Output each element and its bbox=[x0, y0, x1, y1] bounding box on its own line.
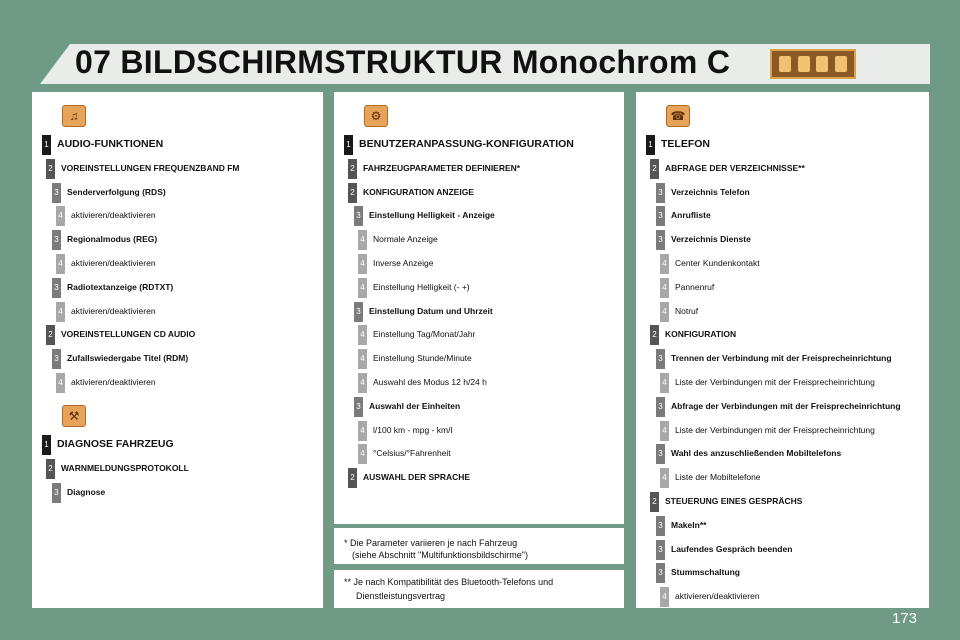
menu-item-label: Liste der Verbindungen mit der Freisprecheinrichtung bbox=[675, 424, 875, 435]
wrench-icon bbox=[798, 56, 810, 72]
level-badge: 4 bbox=[56, 206, 65, 226]
footnote-2-line1: ** Je nach Kompatibilität des Bluetooth-Telefons und bbox=[344, 577, 554, 587]
menu-item-label: Einstellung Datum und Uhrzeit bbox=[369, 305, 493, 316]
level-badge: 1 bbox=[42, 435, 51, 455]
menu-item-label: Pannenruf bbox=[675, 281, 715, 292]
menu-item-label: FAHRZEUGPARAMETER DEFINIEREN* bbox=[363, 162, 521, 173]
menu-item-label: Auswahl der Einheiten bbox=[369, 400, 461, 411]
menu-item-label: Liste der Verbindungen mit der Freisprecheinrichtung bbox=[675, 377, 875, 387]
wrench-icon: ⚒ bbox=[62, 405, 86, 427]
level-badge: 3 bbox=[354, 206, 363, 226]
level-badge: 3 bbox=[52, 230, 61, 250]
menu-item-label: Verzeichnis Telefon bbox=[671, 186, 750, 197]
menu-item-label: TELEFON bbox=[661, 138, 710, 150]
menu-item-label: AUDIO-FUNKTIONEN bbox=[57, 138, 164, 150]
level-badge: 2 bbox=[46, 325, 55, 345]
menu-item-label: Diagnose bbox=[67, 486, 106, 497]
level-badge: 2 bbox=[348, 159, 357, 179]
menu-item-label: Verzeichnis Dienste bbox=[671, 234, 751, 245]
level-badge: 4 bbox=[56, 254, 65, 274]
level-badge: 3 bbox=[656, 349, 665, 369]
level-badge: 3 bbox=[656, 444, 665, 464]
footnote-2 bbox=[334, 570, 624, 608]
level-badge: 1 bbox=[42, 135, 51, 155]
footnote-1-line1: * Die Parameter variieren je nach Fahrzeug bbox=[344, 538, 518, 548]
menu-item-label: Inverse Anzeige bbox=[373, 258, 434, 268]
level-badge: 3 bbox=[656, 516, 665, 536]
level-badge: 4 bbox=[56, 373, 65, 393]
level-badge: 4 bbox=[358, 278, 367, 298]
menu-item-label: WARNMELDUNGSPROTOKOLL bbox=[61, 462, 189, 473]
menu-item-label: Zufallswiedergabe Titel (RDM) bbox=[67, 353, 189, 364]
menu-item-label: Liste der Mobiltelefone bbox=[675, 472, 761, 483]
level-badge: 4 bbox=[660, 587, 669, 607]
level-badge: 3 bbox=[52, 483, 61, 503]
phone-icon bbox=[835, 56, 847, 72]
menu-item-label: aktivieren/deaktivieren bbox=[675, 591, 760, 602]
page-title: 07 BILDSCHIRMSTRUKTUR Monochrom C bbox=[75, 44, 731, 80]
menu-item-label: Senderverfolgung (RDS) bbox=[67, 186, 166, 197]
menu-item-label: Einstellung Helligkeit - Anzeige bbox=[369, 210, 495, 221]
level-badge: 3 bbox=[656, 206, 665, 226]
menu-item-label: ABFRAGE DER VERZEICHNISSE** bbox=[665, 162, 805, 173]
settings-icon bbox=[816, 56, 828, 72]
menu-item-label: aktivieren/deaktivieren bbox=[71, 305, 156, 316]
menu-item-label: aktivieren/deaktivieren bbox=[71, 377, 156, 387]
page-number: 173 bbox=[892, 610, 918, 627]
level-badge: 4 bbox=[660, 373, 669, 393]
menu-item-label: VOREINSTELLUNGEN FREQUENZBAND FM bbox=[61, 162, 240, 173]
level-badge: 2 bbox=[650, 159, 659, 179]
level-badge: 4 bbox=[660, 421, 669, 441]
footnote-2-line2: Dienstleistungsvertrag bbox=[356, 591, 446, 601]
level-badge: 4 bbox=[660, 254, 669, 274]
level-badge: 4 bbox=[56, 302, 65, 322]
menu-item-label: Regionalmodus (REG) bbox=[67, 234, 158, 245]
level-badge: 4 bbox=[358, 444, 367, 464]
level-badge: 1 bbox=[344, 135, 353, 155]
menu-item-label: STEUERUNG EINES GESPRÄCHS bbox=[665, 496, 803, 506]
level-badge: 2 bbox=[46, 159, 55, 179]
menu-item-label: Stummschaltung bbox=[671, 567, 740, 578]
menu-item-label: aktivieren/deaktivieren bbox=[71, 258, 156, 268]
menu-item-label: DIAGNOSE FAHRZEUG bbox=[57, 438, 174, 450]
footnote-1 bbox=[334, 528, 624, 564]
menu-item-label: KONFIGURATION bbox=[665, 329, 737, 340]
level-badge: 4 bbox=[660, 278, 669, 298]
level-badge: 2 bbox=[348, 468, 357, 488]
menu-item-label: Center Kundenkontakt bbox=[675, 258, 760, 268]
audio-icon: ♫ bbox=[62, 105, 86, 127]
menu-item-label: KONFIGURATION ANZEIGE bbox=[363, 186, 474, 197]
level-badge: 3 bbox=[354, 397, 363, 417]
phone-icon: ☎ bbox=[666, 105, 690, 127]
menu-item-label: Makeln** bbox=[671, 519, 707, 530]
level-badge: 4 bbox=[358, 421, 367, 441]
level-badge: 4 bbox=[358, 349, 367, 369]
level-badge: 2 bbox=[348, 183, 357, 203]
menu-item-label: VOREINSTELLUNGEN CD AUDIO bbox=[61, 329, 196, 340]
level-badge: 2 bbox=[650, 325, 659, 345]
level-badge: 4 bbox=[358, 254, 367, 274]
level-badge: 3 bbox=[656, 230, 665, 250]
level-badge: 4 bbox=[358, 325, 367, 345]
level-badge: 3 bbox=[656, 183, 665, 203]
level-badge: 4 bbox=[358, 230, 367, 250]
level-badge: 3 bbox=[354, 302, 363, 322]
menu-item-label: AUSWAHL DER SPRACHE bbox=[363, 472, 471, 483]
footnote-1-line2: (siehe Abschnitt "Multifunktionsbildschirme") bbox=[352, 550, 528, 560]
level-badge: 3 bbox=[656, 540, 665, 560]
menu-item-label: l/100 km - mpg - km/l bbox=[373, 424, 453, 435]
menu-item-label: Trennen der Verbindung mit der Freisprecheinrichtung bbox=[671, 353, 892, 364]
level-badge: 4 bbox=[358, 373, 367, 393]
settings-icon: ⚙ bbox=[364, 105, 388, 127]
level-badge: 1 bbox=[646, 135, 655, 155]
level-badge: 3 bbox=[52, 278, 61, 298]
header-icon-strip bbox=[770, 49, 856, 79]
menu-item-label: Einstellung Tag/Monat/Jahr bbox=[373, 329, 476, 340]
menu-item-label: °Celsius/°Fahrenheit bbox=[373, 448, 451, 459]
level-badge: 3 bbox=[52, 183, 61, 203]
level-badge: 3 bbox=[52, 349, 61, 369]
level-badge: 3 bbox=[656, 563, 665, 583]
menu-item-label: Anrufliste bbox=[671, 210, 711, 221]
menu-item-label: aktivieren/deaktivieren bbox=[71, 210, 156, 221]
menu-item-label: Abfrage der Verbindungen mit der Freisprecheinrichtung bbox=[671, 400, 901, 411]
menu-item-label: Radiotextanzeige (RDTXT) bbox=[67, 281, 174, 292]
level-badge: 2 bbox=[650, 492, 659, 512]
menu-item-label: Normale Anzeige bbox=[373, 234, 438, 245]
level-badge: 2 bbox=[46, 459, 55, 479]
level-badge: 4 bbox=[660, 302, 669, 322]
audio-icon bbox=[779, 56, 791, 72]
menu-item-label: BENUTZERANPASSUNG-KONFIGURATION bbox=[359, 138, 574, 150]
menu-item-label: Auswahl des Modus 12 h/24 h bbox=[373, 377, 487, 387]
level-badge: 4 bbox=[660, 468, 669, 488]
menu-item-label: Notruf bbox=[675, 305, 699, 316]
menu-item-label: Laufendes Gespräch beenden bbox=[671, 543, 793, 554]
menu-item-label: Wahl des anzuschließenden Mobiltelefons bbox=[671, 448, 842, 459]
level-badge: 3 bbox=[656, 397, 665, 417]
menu-item-label: Einstellung Helligkeit (- +) bbox=[373, 281, 470, 292]
menu-item-label: Einstellung Stunde/Minute bbox=[373, 353, 472, 364]
